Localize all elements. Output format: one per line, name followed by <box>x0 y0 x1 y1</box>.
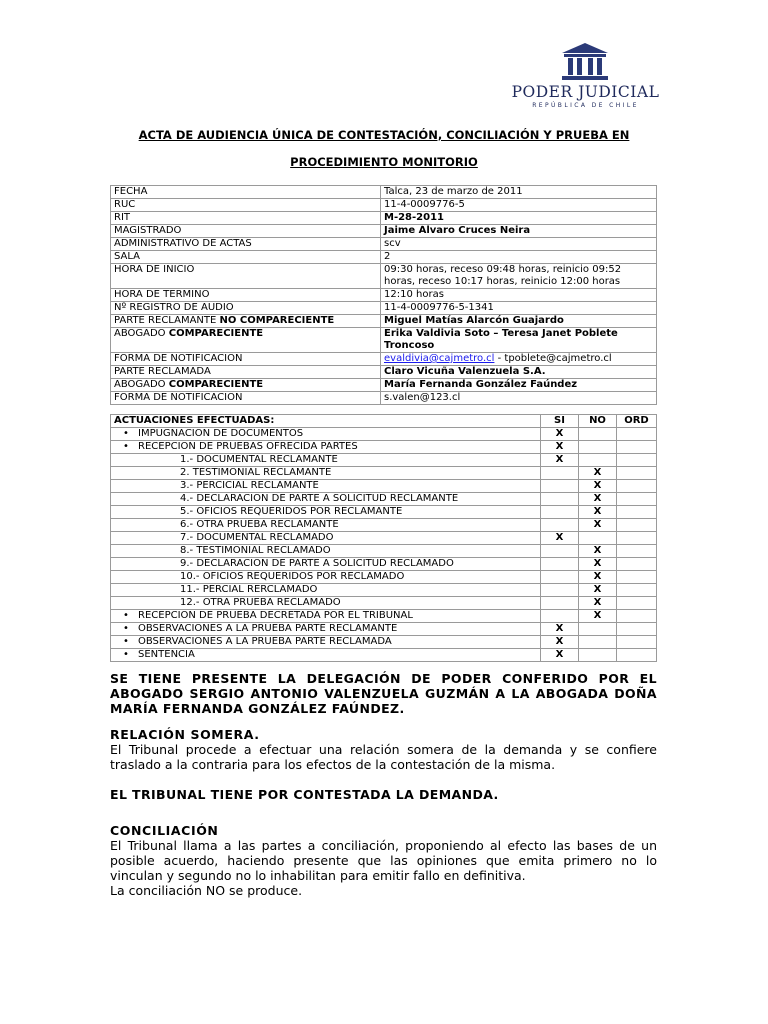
info-value: Claro Vicuña Valenzuela S.A. <box>381 366 657 379</box>
no-mark: X <box>579 597 617 610</box>
table-row <box>111 353 657 366</box>
info-label: MAGISTRADO <box>111 225 381 238</box>
action-label: 12.- OTRA PRUEBA RECLAMADO <box>111 597 541 610</box>
info-label: HORA DE TERMINO <box>111 289 381 302</box>
info-value: 09:30 horas, receso 09:48 horas, reinicio 09:52 horas, receso 10:17 horas, reinicio 12:00 horas <box>381 264 657 289</box>
table-row <box>111 636 657 649</box>
no-mark <box>579 636 617 649</box>
info-label-status: COMPARECIENTE <box>168 328 264 339</box>
action-label: 1.- DOCUMENTAL RECLAMANTE <box>111 454 541 467</box>
table-row <box>111 493 657 506</box>
info-value: M-28-2011 <box>381 212 657 225</box>
table-row <box>111 428 657 441</box>
ord-mark <box>617 519 657 532</box>
no-mark: X <box>579 571 617 584</box>
ord-mark <box>617 480 657 493</box>
action-label <box>111 649 541 662</box>
ord-mark <box>617 532 657 545</box>
no-mark: X <box>579 480 617 493</box>
si-mark <box>541 467 579 480</box>
si-mark <box>541 571 579 584</box>
info-label: RIT <box>111 212 381 225</box>
info-label-status: COMPARECIENTE <box>168 379 264 390</box>
relacion-section <box>110 727 657 772</box>
relacion-heading: RELACIÓN SOMERA. <box>110 727 260 742</box>
info-value <box>381 353 657 366</box>
table-row <box>111 199 657 212</box>
action-label <box>111 636 541 649</box>
ord-mark <box>617 584 657 597</box>
info-label <box>111 328 381 353</box>
action-text: RECEPCION DE PRUEBA DECRETADA POR EL TRIBUNAL <box>138 610 413 621</box>
ord-mark <box>617 506 657 519</box>
info-label: RUC <box>111 199 381 212</box>
table-row <box>111 264 657 289</box>
action-label <box>111 428 541 441</box>
table-row <box>111 328 657 353</box>
table-row <box>111 649 657 662</box>
conciliacion-heading: CONCILIACIÓN <box>110 823 219 838</box>
action-label: 10.- OFICIOS REQUERIDOS POR RECLAMADO <box>111 571 541 584</box>
bullet: • <box>123 623 129 634</box>
conciliacion-result: La conciliación NO se produce. <box>110 883 303 898</box>
info-label: SALA <box>111 251 381 264</box>
si-mark: X <box>541 623 579 636</box>
si-mark: X <box>541 441 579 454</box>
table-row <box>111 558 657 571</box>
email-link[interactable]: evaldivia@cajmetro.cl <box>384 353 495 364</box>
info-value: Miguel Matías Alarcón Guajardo <box>381 315 657 328</box>
relacion-text: El Tribunal procede a efectuar una relación somera de la demanda y se confiere traslado a la contraria para los efectos de la contestación de la misma. <box>110 742 657 772</box>
bullet: • <box>123 441 129 452</box>
no-mark <box>579 532 617 545</box>
table-row <box>111 506 657 519</box>
action-label: 6.- OTRA PRUEBA RECLAMANTE <box>111 519 541 532</box>
bullet: • <box>123 649 129 660</box>
table-row <box>111 597 657 610</box>
ord-mark <box>617 467 657 480</box>
ord-mark <box>617 441 657 454</box>
action-label: 9.- DECLARACION DE PARTE A SOLICITUD RECLAMADO <box>111 558 541 571</box>
table-row <box>111 392 657 405</box>
no-mark <box>579 623 617 636</box>
ord-header: ORD <box>617 415 657 428</box>
action-text: RECEPCION DE PRUEBAS OFRECIDA PARTES <box>138 441 358 452</box>
info-label: Nº REGISTRO DE AUDIO <box>111 302 381 315</box>
info-value: 11-4-0009776-5-1341 <box>381 302 657 315</box>
ord-mark <box>617 610 657 623</box>
si-mark <box>541 493 579 506</box>
document-title-line1: ACTA DE AUDIENCIA ÚNICA DE CONTESTACIÓN, CONCILIACIÓN Y PRUEBA EN <box>138 128 630 142</box>
si-mark: X <box>541 532 579 545</box>
conciliacion-text: El Tribunal llama a las partes a conciliación, proponiendo al efecto las bases de un posible acuerdo, haciendo presente que las opiniones que emita primero no lo vinculan y segundo no lo inhabilitan para emitir fallo en definitiva. <box>110 838 657 883</box>
info-label <box>111 379 381 392</box>
no-header: NO <box>579 415 617 428</box>
action-label <box>111 623 541 636</box>
table-row <box>111 289 657 302</box>
no-mark: X <box>579 519 617 532</box>
ord-mark <box>617 636 657 649</box>
ord-mark <box>617 623 657 636</box>
action-label: 2. TESTIMONIAL RECLAMANTE <box>111 467 541 480</box>
table-row <box>111 467 657 480</box>
action-label <box>111 610 541 623</box>
logo-subtitle: REPÚBLICA DE CHILE <box>532 102 639 109</box>
action-label: 8.- TESTIMONIAL RECLAMADO <box>111 545 541 558</box>
action-text: IMPUGNACION DE DOCUMENTOS <box>138 428 304 439</box>
si-mark <box>541 506 579 519</box>
table-row <box>111 519 657 532</box>
table-row <box>111 532 657 545</box>
info-label: ADMINISTRATIVO DE ACTAS <box>111 238 381 251</box>
info-label <box>111 315 381 328</box>
si-mark <box>541 584 579 597</box>
info-value: Erika Valdivia Soto – Teresa Janet Poblete Troncoso <box>381 328 657 353</box>
courthouse-icon <box>560 42 610 82</box>
table-row <box>111 366 657 379</box>
info-value: scv <box>381 238 657 251</box>
no-mark <box>579 428 617 441</box>
info-label: PARTE RECLAMADA <box>111 366 381 379</box>
logo-name: PODER JUDICIAL <box>511 83 660 101</box>
info-label: FORMA DE NOTIFICACION <box>111 353 381 366</box>
actions-header: ACTUACIONES EFECTUADAS: <box>111 415 541 428</box>
table-row <box>111 454 657 467</box>
info-label-part: ABOGADO <box>114 328 169 339</box>
action-label: 4.- DECLARACION DE PARTE A SOLICITUD RECLAMANTE <box>111 493 541 506</box>
si-mark <box>541 519 579 532</box>
table-row <box>111 571 657 584</box>
info-label-part: ABOGADO <box>114 379 169 390</box>
no-mark <box>579 649 617 662</box>
no-mark <box>579 441 617 454</box>
table-row <box>111 212 657 225</box>
action-text: OBSERVACIONES A LA PRUEBA PARTE RECLAMADA <box>138 636 392 647</box>
si-mark <box>541 597 579 610</box>
table-row <box>111 238 657 251</box>
table-row <box>111 441 657 454</box>
info-value: s.valen@123.cl <box>381 392 657 405</box>
info-label-status: NO COMPARECIENTE <box>219 315 335 326</box>
table-row <box>111 379 657 392</box>
table-row <box>111 584 657 597</box>
ord-mark <box>617 428 657 441</box>
info-value: 12:10 horas <box>381 289 657 302</box>
table-row <box>111 315 657 328</box>
si-mark: X <box>541 428 579 441</box>
si-mark: X <box>541 636 579 649</box>
table-row <box>111 545 657 558</box>
table-row <box>111 186 657 199</box>
table-row <box>111 251 657 264</box>
table-row <box>111 610 657 623</box>
info-label: FECHA <box>111 186 381 199</box>
table-row <box>111 480 657 493</box>
action-text: SENTENCIA <box>138 649 195 660</box>
si-mark <box>541 610 579 623</box>
action-label: 11.- PERCIAL RERCLAMADO <box>111 584 541 597</box>
info-label: FORMA DE NOTIFICACION <box>111 392 381 405</box>
info-value: Talca, 23 de marzo de 2011 <box>381 186 657 199</box>
action-label: 3.- PERCICIAL RECLAMANTE <box>111 480 541 493</box>
delegation-paragraph: SE TIENE PRESENTE LA DELEGACIÓN DE PODER CONFERIDO POR EL ABOGADO SERGIO ANTONIO VALENZUELA GUZMÁN A LA ABOGADA DOÑA MARÍA FERNANDA GONZÁLEZ FAÚNDEZ. <box>110 671 657 716</box>
si-mark <box>541 480 579 493</box>
conciliacion-section <box>110 823 657 898</box>
info-label-part: PARTE RECLAMANTE <box>114 315 220 326</box>
actions-table <box>110 414 657 662</box>
action-text: OBSERVACIONES A LA PRUEBA PARTE RECLAMANTE <box>138 623 398 634</box>
bullet: • <box>123 610 129 621</box>
si-mark <box>541 558 579 571</box>
bullet: • <box>123 636 129 647</box>
table-row <box>111 225 657 238</box>
document-title-line2: PROCEDIMIENTO MONITORIO <box>290 155 478 169</box>
no-mark: X <box>579 493 617 506</box>
email-text: - tpoblete@cajmetro.cl <box>494 353 612 364</box>
ord-mark <box>617 493 657 506</box>
table-row <box>111 302 657 315</box>
table-header-row <box>111 415 657 428</box>
bullet: • <box>123 428 129 439</box>
info-label: HORA DE INICIO <box>111 264 381 289</box>
action-label <box>111 441 541 454</box>
si-mark: X <box>541 649 579 662</box>
info-value: 2 <box>381 251 657 264</box>
no-mark: X <box>579 584 617 597</box>
ord-mark <box>617 558 657 571</box>
no-mark: X <box>579 610 617 623</box>
info-value: Jaime Álvaro Cruces Neira <box>381 225 657 238</box>
info-value: María Fernanda González Faúndez <box>381 379 657 392</box>
no-mark: X <box>579 506 617 519</box>
info-value: 11-4-0009776-5 <box>381 199 657 212</box>
ord-mark <box>617 597 657 610</box>
table-row <box>111 623 657 636</box>
poder-judicial-logo <box>508 42 663 112</box>
si-mark <box>541 545 579 558</box>
ord-mark <box>617 454 657 467</box>
no-mark <box>579 454 617 467</box>
si-header: SI <box>541 415 579 428</box>
no-mark: X <box>579 545 617 558</box>
action-label: 7.- DOCUMENTAL RECLAMADO <box>111 532 541 545</box>
no-mark: X <box>579 467 617 480</box>
si-mark: X <box>541 454 579 467</box>
hearing-info-table <box>110 185 657 405</box>
ord-mark <box>617 545 657 558</box>
action-label: 5.- OFICIOS REQUERIDOS POR RECLAMANTE <box>111 506 541 519</box>
no-mark: X <box>579 558 617 571</box>
ord-mark <box>617 571 657 584</box>
ord-mark <box>617 649 657 662</box>
contestada-paragraph: EL TRIBUNAL TIENE POR CONTESTADA LA DEMANDA. <box>110 787 499 802</box>
